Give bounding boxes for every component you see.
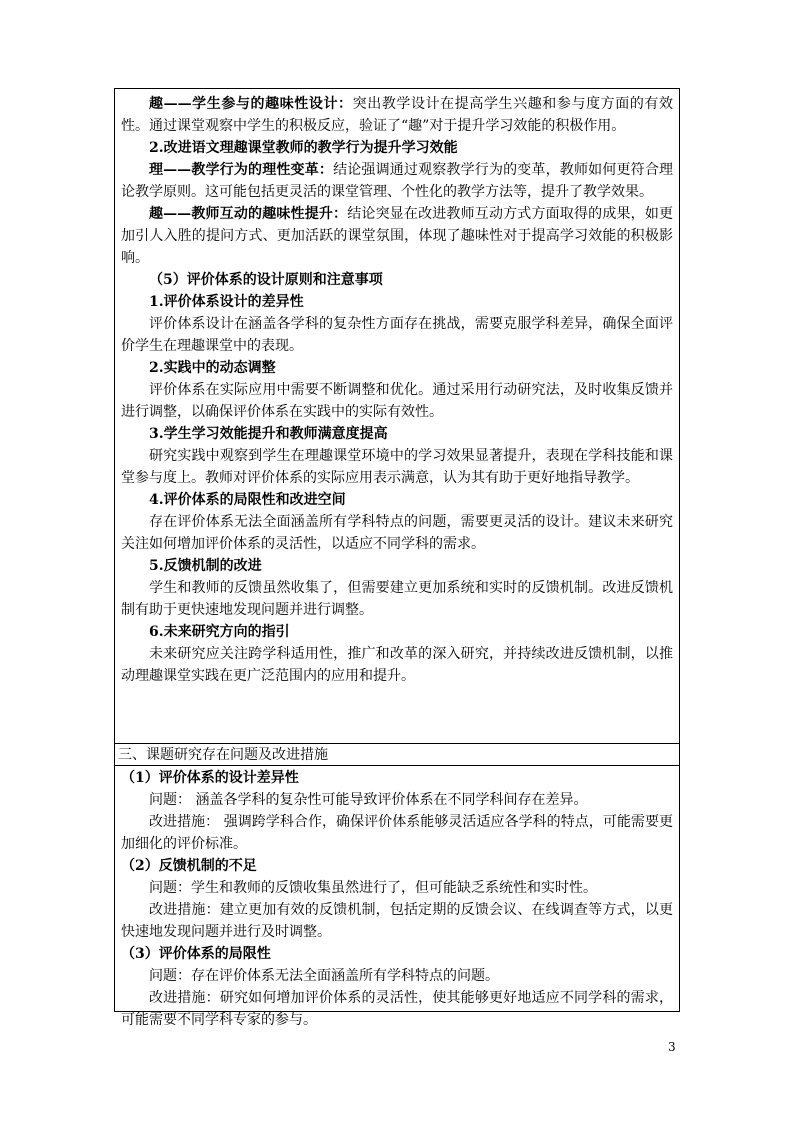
item-text: 存在评价体系无法全面涵盖所有学科特点的问题，需要更灵活的设计。建议未来研究关注如何增加评价体系的灵活性，以适应不同学科的需求。 [121, 514, 673, 552]
item-text: 评价体系在实际应用中需要不断调整和优化。通过采用行动研究法，及时收集反馈并进行调整，以确保评价体系在实践中的实际有效性。 [121, 382, 673, 420]
issue-measure: 改进措施： 强调跨学科合作，确保评价体系能够灵活适应各学科的特点，可能需要更加细化的评价标准。 [121, 814, 673, 852]
issue-title: （2）反馈机制的不足 [121, 858, 257, 874]
item-title: 4.评价体系的局限性和改进空间 [149, 492, 346, 508]
issue-problem: 问题：存在评价体系无法全面涵盖所有学科特点的问题。 [149, 968, 499, 984]
issue-problem: 问题： 涵盖各学科的复杂性可能导致评价体系在不同学科间存在差异。 [149, 792, 588, 808]
item-text: 未来研究应关注跨学科适用性，推广和改革的深入研究，并持续改进反馈机制，以推动理趣课堂实践在更广泛范围内的应用和提升。 [121, 646, 673, 684]
paragraph-lead: 趣——教师互动的趣味性提升： [149, 206, 348, 222]
table-rule [115, 765, 679, 766]
subheading: 2.改进语文理趣课堂教师的教学行为提升学习效能 [149, 140, 458, 156]
paragraph [121, 159, 673, 203]
issue-measure: 改进措施：研究如何增加评价体系的灵活性，使其能够更好地适应不同学科的需求，可能需要不同学科专家的参与。 [121, 990, 673, 1028]
issue-title: （1）评价体系的设计差异性 [121, 770, 299, 786]
item-title: 1.评价体系设计的差异性 [149, 294, 304, 310]
paragraph-text: 突出教学设计在提高学生兴趣和参与度方面的有效性。通过课堂观察中学生的积极反应，验证了“趣”对于提升学习效能的积极作用。 [121, 96, 674, 134]
item-title: 6.未来研究方向的指引 [149, 624, 290, 640]
item-title: 5.反馈机制的改进 [149, 558, 262, 574]
issue-title: （3）评价体系的局限性 [121, 946, 271, 962]
paragraph [121, 93, 673, 137]
item-text: 学生和教师的反馈虽然收集了，但需要建立更加系统和实时的反馈机制。改进反馈机制有助于更快速地发现问题并进行调整。 [121, 580, 673, 618]
issue-problem: 问题：学生和教师的反馈收集虽然进行了，但可能缺乏系统性和实时性。 [149, 880, 597, 896]
item-title: 2.实践中的动态调整 [149, 360, 276, 376]
issues-cell [121, 767, 673, 1031]
item-text: 研究实践中观察到学生在理趣课堂环境中的学习效果显著提升，表现在学科技能和课堂参与度上。教师对评价体系的实际应用表示满意，认为其有助于更好地指导教学。 [121, 448, 673, 486]
item-text: 评价体系设计在涵盖各学科的复杂性方面存在挑战，需要克服学科差异，确保全面评价学生在理趣课堂中的表现。 [121, 316, 673, 354]
paragraph-lead: 趣——学生参与的趣味性设计： [149, 96, 353, 112]
page-number: 3 [668, 1040, 676, 1054]
paragraph-text: 结论强调通过观察教学行为的变革，教师如何更符合理论教学原则。这可能包括更灵活的课堂管理、个性化的教学方法等，提升了教学效果。 [121, 162, 674, 200]
conclusions-cell [121, 93, 673, 687]
paragraph-text: 结论突显在改进教师互动方式方面取得的成果，如更加引人入胜的提问方式、更加活跃的课堂氛围，体现了趣味性对于提高学习效能的积极影响。 [121, 206, 674, 266]
section-three-header: 三、课题研究存在问题及改进措施 [118, 747, 328, 763]
section-heading: （5）评价体系的设计原则和注意事项 [149, 272, 383, 288]
paragraph-lead: 理——教学行为的理性变革： [149, 162, 334, 178]
item-title: 3.学生学习效能提升和教师满意度提高 [149, 426, 388, 442]
issue-measure: 改进措施：建立更加有效的反馈机制，包括定期的反馈会议、在线调查等方式，以更快速地发现问题并进行及时调整。 [121, 902, 673, 940]
paragraph [121, 203, 673, 269]
content-table [114, 88, 680, 1028]
